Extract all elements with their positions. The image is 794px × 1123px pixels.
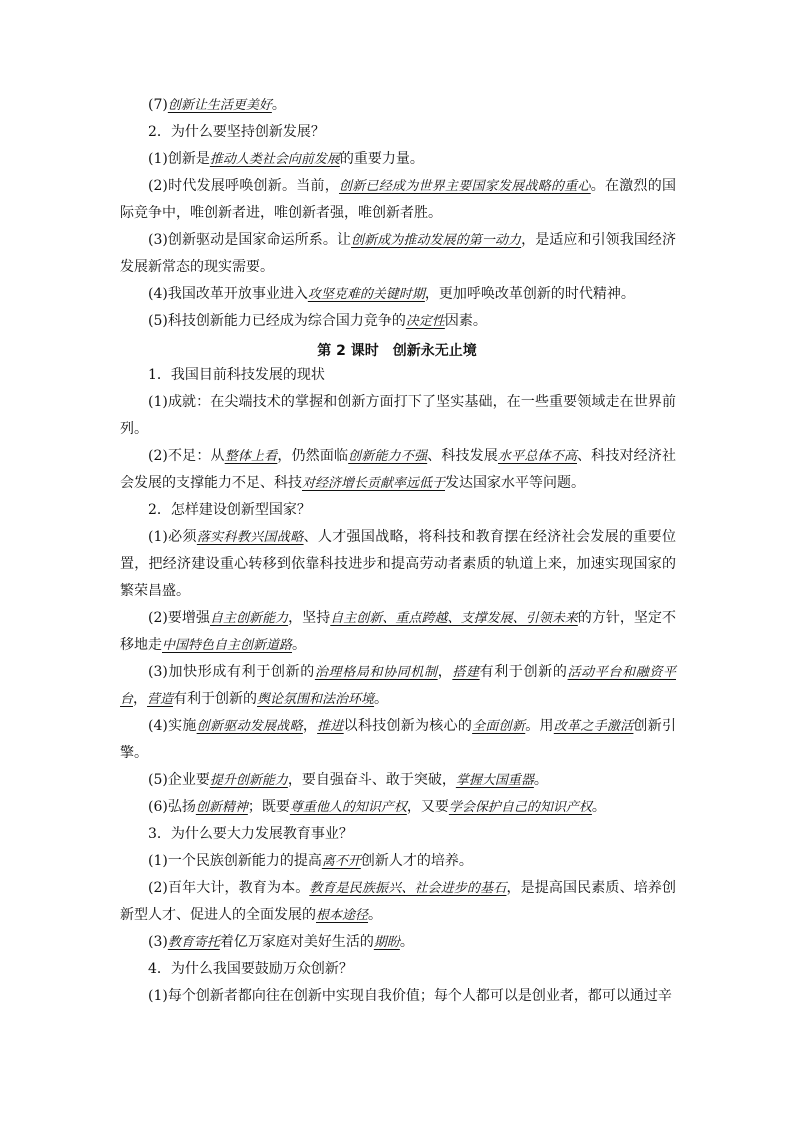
underlined-answer: 推动人类社会向前发展	[209, 152, 340, 167]
underlined-answer: 治理格局和协同机制	[314, 665, 438, 680]
text-run: (1)每个创新者都向往在创新中实现自我价值；每个人都可以是创业者，都可以通过辛	[148, 988, 672, 1004]
underlined-answer: 期盼	[373, 935, 400, 950]
text-run: 2．怎样建设创新型国家？	[148, 502, 311, 518]
text-run: 。在激烈的国际竞争中，唯创新者进，唯创新者强，唯创新者胜。	[120, 178, 676, 221]
text-run: (2)不足：从	[148, 448, 225, 464]
underlined-answer: 搭建	[452, 665, 480, 680]
paragraph	[120, 146, 676, 173]
text-run: 、科技发展	[427, 448, 498, 464]
text-run: (2)时代发展呼唤创新。当前，	[148, 178, 340, 194]
text-run: 3．为什么要大力发展教育事业？	[148, 826, 353, 842]
text-run: ，	[437, 664, 453, 680]
text-run: ，坚持	[288, 610, 331, 626]
paragraph	[120, 281, 676, 308]
text-run: 。	[368, 907, 383, 923]
underlined-answer: 学会保护自己的知识产权	[448, 800, 592, 815]
text-run: (1)一个民族创新能力的提高	[148, 853, 322, 869]
text-run: 、科技对经济社会发展的支撑能力不足、科技	[120, 448, 676, 491]
text-run: (5)企业要	[148, 772, 210, 788]
underlined-answer: 攻坚克难的关键时期	[307, 287, 425, 302]
paragraph	[120, 929, 676, 956]
text-run: ，仍然面临	[277, 448, 349, 464]
text-run: 2．为什么要坚持创新发展？	[148, 124, 325, 140]
text-run: (4)实施	[148, 718, 197, 734]
underlined-answer: 自主创新能力	[209, 611, 289, 626]
paragraph	[120, 173, 676, 227]
paragraph	[120, 524, 676, 605]
underlined-answer: 中国特色自主创新道路	[162, 638, 293, 653]
paragraph	[120, 92, 676, 119]
text-run: 以科技创新为核心的	[343, 718, 473, 734]
underlined-answer: 创新成为推动发展的第一动力	[351, 233, 522, 248]
text-run: 发达国家水平等问题。	[445, 475, 586, 491]
underlined-answer: 离不开	[321, 854, 361, 869]
text-run: ，是适应和引领我国经济发展新常态的现实需要。	[120, 232, 676, 275]
text-run: ，是提高国民素质、培养创新型人才、促进人的全面发展的	[120, 880, 676, 923]
underlined-answer: 创新能力不强	[348, 449, 428, 464]
underlined-answer: 根本途径	[316, 908, 369, 923]
text-run: 有利于创新的	[173, 691, 258, 707]
text-run: ，	[133, 691, 148, 707]
paragraph	[120, 821, 676, 848]
paragraph	[120, 227, 676, 281]
text-run: 创新引擎。	[120, 718, 676, 761]
underlined-answer: 落实科教兴国战略	[196, 530, 304, 545]
text-run: (6)弘扬	[148, 799, 196, 815]
text-run: 4．为什么我国要鼓励万众创新？	[148, 961, 353, 977]
underlined-answer: 推进	[317, 719, 344, 734]
underlined-answer: 舆论氛围和法治环境	[257, 692, 375, 707]
paragraph	[120, 362, 676, 389]
underlined-answer: 尊重他人的知识产权	[289, 800, 407, 815]
underlined-answer: 创新让生活更美好	[167, 98, 272, 113]
text-run: ，要自强奋斗、敢于突破，	[287, 772, 456, 788]
underlined-answer: 活动平台和融资平台	[120, 665, 676, 707]
paragraph	[120, 443, 676, 497]
underlined-answer: 教育寄托	[167, 935, 220, 950]
text-run: 有利于创新的	[479, 664, 568, 680]
text-run: 着亿万家庭对美好生活的	[219, 934, 374, 950]
underlined-answer: 全面创新	[472, 719, 526, 734]
underlined-answer: 创新精神	[195, 800, 248, 815]
underlined-answer: 营造	[147, 692, 174, 707]
text-run: 。	[591, 799, 606, 815]
text-run: 创新人才的培养。	[360, 853, 473, 869]
underlined-answer: 对经济增长贡献率远低于	[302, 476, 446, 491]
paragraph	[120, 875, 676, 929]
underlined-answer: 整体上看	[224, 449, 278, 464]
text-run: 。	[271, 97, 286, 113]
text-run: (3)加快形成有利于创新的	[148, 664, 315, 680]
text-run: (3)	[148, 934, 168, 950]
underlined-answer: 创新已经成为世界主要国家发展战略的重心	[339, 179, 591, 194]
paragraph	[120, 605, 676, 659]
paragraph	[120, 119, 676, 146]
text-run: 。	[533, 772, 548, 788]
text-run: 。	[399, 934, 414, 950]
text-run: 、人才强国战略，将科技和教育摆在经济社会发展的重要位置，把经济建设重心转移到依靠科技进步和提高劳动者素质的轨道上来，加速实现国家的繁荣昌盛。	[120, 529, 676, 599]
text-run: (3)创新驱动是国家命运所系。让	[148, 232, 352, 248]
text-run: ，	[302, 718, 318, 734]
text-run: 因素。	[444, 313, 487, 329]
underlined-answer: 自主创新、重点跨越、支撑发展、引领未来	[330, 611, 578, 626]
text-run: ，又要	[406, 799, 449, 815]
paragraph	[120, 956, 676, 983]
underlined-answer: 提升创新能力	[209, 773, 288, 788]
paragraph	[120, 848, 676, 875]
text-run: 。用	[525, 718, 554, 734]
paragraph	[120, 983, 676, 1010]
paragraph	[120, 659, 676, 713]
text-run: 。	[374, 691, 389, 707]
text-run: (4)我国改革开放事业进入	[148, 286, 308, 302]
underlined-answer: 掌握大国重器	[455, 773, 534, 788]
paragraph	[120, 767, 676, 794]
paragraph	[120, 308, 676, 335]
underlined-answer: 创新驱动发展战略	[196, 719, 303, 734]
text-run: (1)必须	[148, 529, 197, 545]
paragraph	[120, 497, 676, 524]
text-run: ；既要	[247, 799, 290, 815]
text-run: (1)成就：在尖端技术的掌握和创新方面打下了坚实基础，在一些重要领域走在世界前列。	[120, 394, 676, 437]
section-heading: 第 2 课时 创新永无止境	[317, 343, 477, 359]
underlined-answer: 决定性	[405, 314, 445, 329]
text-run: (1)创新是	[148, 151, 210, 167]
paragraph	[120, 794, 676, 821]
paragraph	[120, 389, 676, 443]
text-run: 的重要力量。	[339, 151, 424, 167]
text-run: (7)	[148, 97, 168, 113]
underlined-answer: 改革之手激活	[553, 719, 634, 734]
text-run: 。	[292, 637, 307, 653]
text-run: ，更加呼唤改革创新的时代精神。	[424, 286, 635, 302]
text-run: 的方针，坚定不移地走	[120, 610, 676, 653]
paragraph	[120, 713, 676, 767]
underlined-answer: 水平总体不高	[498, 449, 577, 464]
text-run: (2)要增强	[148, 610, 210, 626]
text-run: (2)百年大计，教育为本。	[148, 880, 310, 896]
underlined-answer: 教育是民族振兴、社会进步的基石	[309, 881, 507, 896]
text-run: 1．我国目前科技发展的现状	[148, 367, 325, 383]
text-run: (5)科技创新能力已经成为综合国力竞争的	[148, 313, 406, 329]
